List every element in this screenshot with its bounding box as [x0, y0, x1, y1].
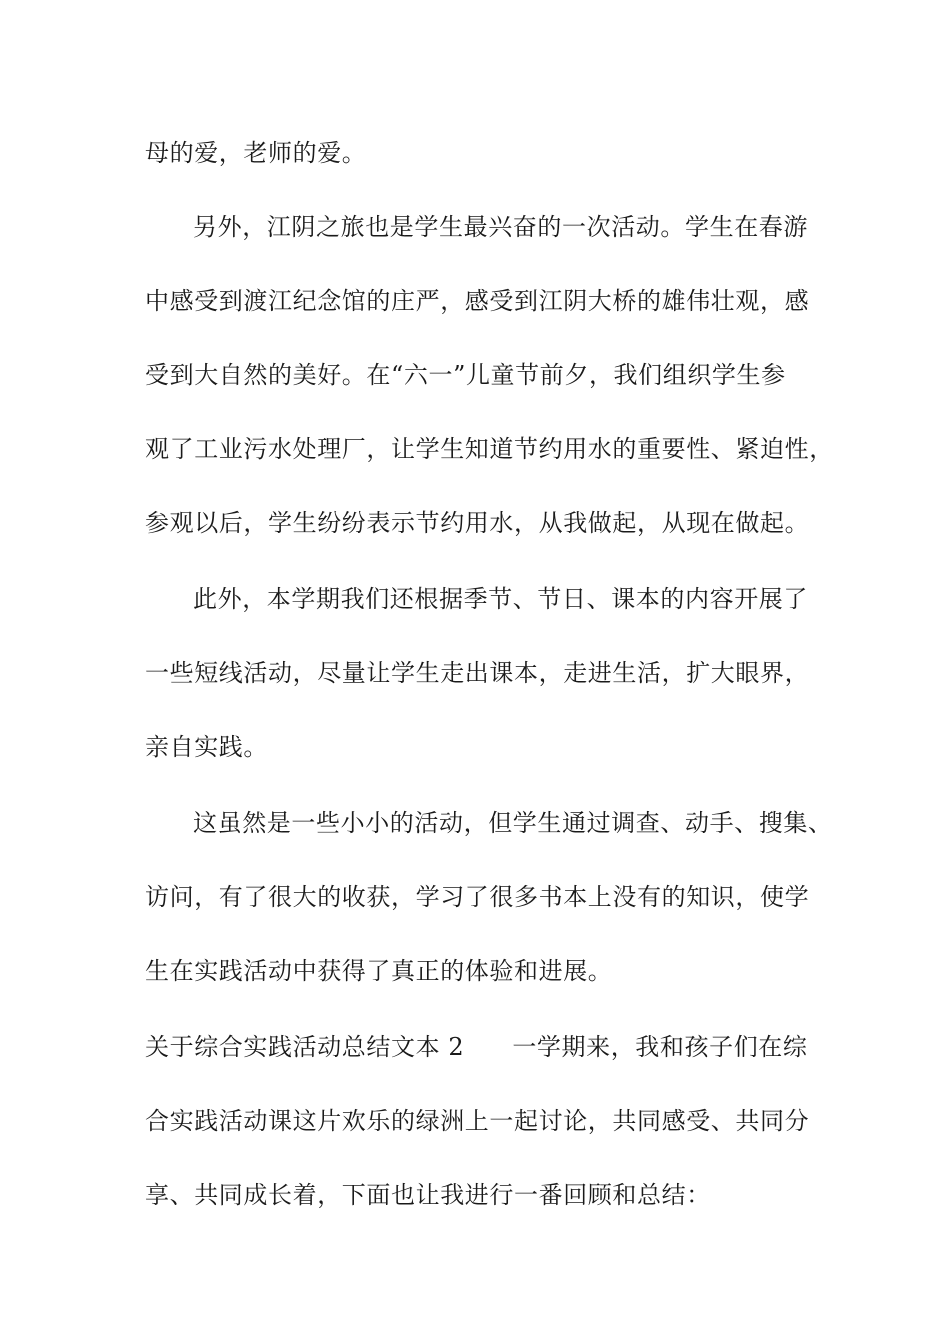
text-line: 访问，有了很大的收获，学习了很多书本上没有的知识，使学	[145, 883, 810, 911]
text-line: 一些短线活动，尽量让学生走出课本，走进生活，扩大眼界，	[145, 659, 810, 687]
text-line: 观了工业污水处理厂，让学生知道节约用水的重要性、紧迫性，	[145, 435, 834, 463]
text-line: 亲自实践。	[145, 733, 268, 761]
text-line: 参观以后，学生纷纷表示节约用水，从我做起，从现在做起。	[145, 509, 810, 537]
section-heading-line	[145, 1032, 808, 1062]
text-line: 合实践活动课这片欢乐的绿洲上一起讨论，共同感受、共同分	[145, 1107, 810, 1135]
paragraph-start-line: 另外，江阴之旅也是学生最兴奋的一次活动。学生在春游	[193, 213, 808, 241]
text-line: 生在实践活动中获得了真正的体验和进展。	[145, 957, 613, 985]
paragraph-start-line: 这虽然是一些小小的活动，但学生通过调查、动手、搜集、	[193, 809, 833, 837]
section-intro-text: 一学期来，我和孩子们在综	[512, 1033, 808, 1061]
text-line: 母的爱，老师的爱。	[145, 139, 367, 167]
paragraph-start-line: 此外，本学期我们还根据季节、节日、课本的内容开展了	[193, 585, 808, 613]
text-line: 受到大自然的美好。在“六一”儿童节前夕，我们组织学生参	[145, 361, 786, 389]
text-line: 享、共同成长着，下面也让我进行一番回顾和总结：	[145, 1181, 711, 1209]
text-line: 中感受到渡江纪念馆的庄严，感受到江阴大桥的雄伟壮观，感	[145, 287, 810, 315]
section-title: 关于综合实践活动总结文本 2	[145, 1033, 465, 1061]
